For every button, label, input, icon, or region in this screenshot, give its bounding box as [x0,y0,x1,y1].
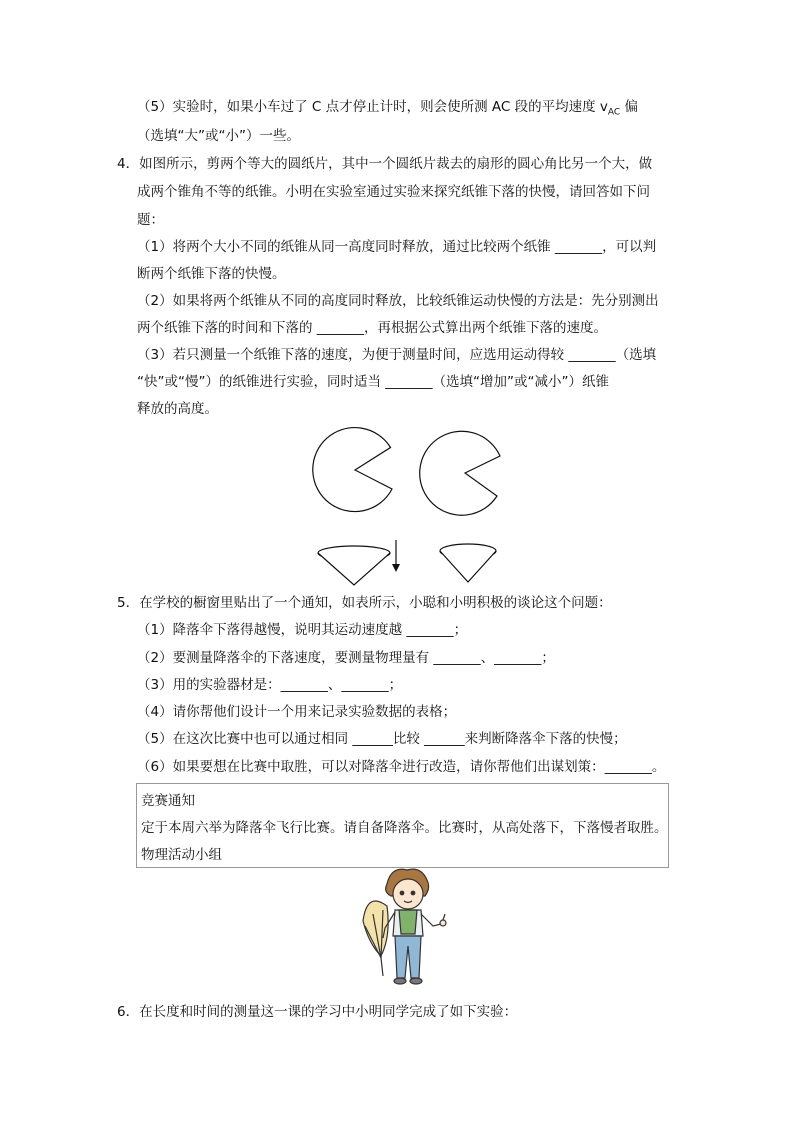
q5-sub6: （6）如果要想在比赛中取胜，可以对降落伞进行改造，请你帮他们出谋划策：_______。 [137,759,666,775]
q4-stem-line1: 4．如图所示，剪两个等大的圆纸片，其中一个圆纸片裁去的扇形的圆心角比另一个大，做 [117,156,653,172]
q4-sub1-line1: （1）将两个大小不同的纸锥从同一高度同时释放，通过比较两个纸锥 _______，可以判 [137,239,657,255]
q3-sub5-line2: （选填“大”或“小”）一些。 [137,128,300,144]
q5-sub3: （3）用的实验器材是：_______、_______； [137,677,403,693]
q4-stem-line2: 成两个锥角不等的纸锥。小明在实验室通过实验来探究纸锥下落的快慢，请回答如下问 [137,184,650,200]
q4-sub3-line2: “快”或“慢”）的纸锥进行实验，同时适当 _______（选填“增加”或“减小”）纸锥 [137,374,609,390]
paper-circle-large-cut [313,428,392,512]
q5-stem: 5．在学校的橱窗里贴出了一个通知，如表所示，小聪和小明积极的谈论这个问题： [117,595,612,611]
notice-title: 竞赛通知 [141,793,195,809]
q4-stem-line3: 题： [137,212,164,228]
q4-sub2-line1: （2）如果将两个纸锥从不同的高度同时释放，比较纸锥运动快慢的方法是：先分别测出 [137,293,659,309]
notice-signature: 物理活动小组 [141,847,222,863]
q5-sub2: （2）要测量降落伞的下落速度，要测量物理量有 _______、_______； [137,650,555,666]
q6-stem: 6．在长度和时间的测量这一课的学习中小明同学完成了如下实验： [117,1004,518,1020]
boy-with-parachute-illustration [355,866,465,991]
q4-sub3-line3: 释放的高度。 [137,401,218,417]
notice-body: 定于本周六举为降落伞飞行比赛。请自备降落伞。比赛时，从高处落下，下落慢者取胜。 [141,820,668,836]
q4-sub2-line2: 两个纸锥下落的时间和下落的 _______，再根据公式算出两个纸锥下落的速度。 [137,320,608,336]
competition-notice-table [136,783,669,868]
boy-pointing-hand [440,920,446,926]
q4-sub3-line1: （3）若只测量一个纸锥下落的速度，为便于测量时间，应选用运动得较 _______（选填 [137,347,657,363]
boy-pants [395,936,421,978]
paper-circle-small-cut [420,431,500,515]
boy-face [393,879,423,909]
q3-sub5-line1: （5）实验时，如果小车过了 C 点才停止计时，则会使所测 AC 段的平均速度 $v_{AC}$ 偏 [137,99,638,118]
q4-sub1-line2: 断两个纸锥下落的快慢。 [137,266,286,282]
q5-sub4: （4）请你帮他们设计一个用来记录实验数据的表格； [137,704,457,720]
falling-arrow-icon [392,540,400,572]
q5-sub1: （1）降落伞下落得越慢，说明其运动速度越 _______； [137,622,468,638]
q5-sub5: （5）在这次比赛中也可以通过相同 ______比较 ______来判断降落伞下落的快慢； [137,731,627,747]
cone-narrow-body [440,551,496,582]
cone-wide-body [318,553,390,585]
